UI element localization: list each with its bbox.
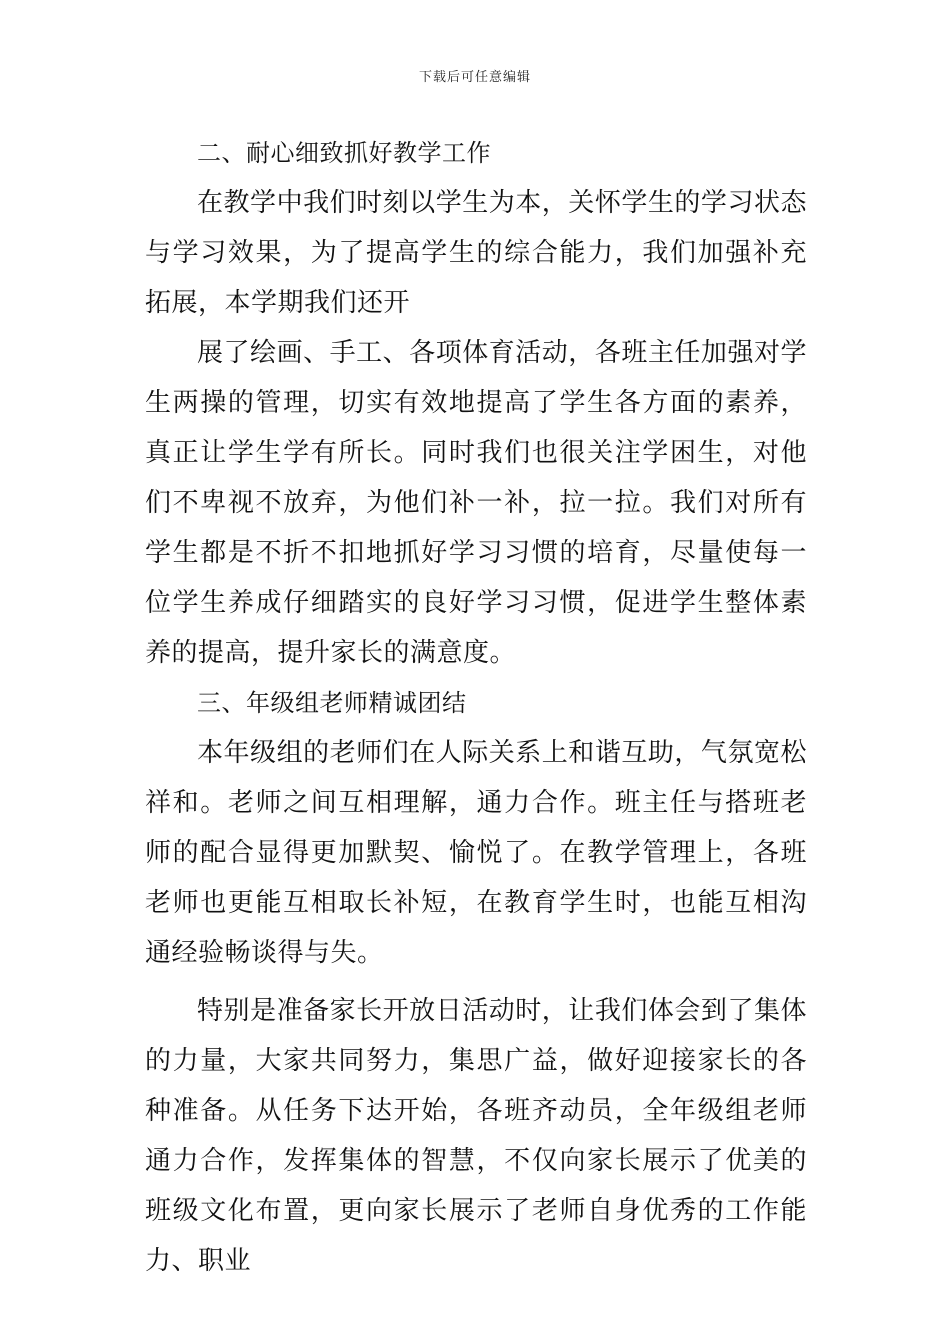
paragraph-2: 展了绘画、手工、各项体育活动，各班主任加强对学生两操的管理，切实有效地提高了学生各方面的素养，真正让学生学有所长。同时我们也很关注学困生，对他们不卑视不放弃，为他们补一补，拉一拉。我们对所有学生都是不折不扣地抓好学习习惯的培育，尽量使每一位学生养成仔细踏实的良好学习习惯，促进学生整体素养的提高，提升家长的满意度。 [145,338,807,668]
document-body [145,128,807,1286]
paragraph-1: 在教学中我们时刻以学生为本，关怀学生的学习状态与学习效果，为了提高学生的综合能力，我们加强补充拓展，本学期我们还开 [145,188,807,318]
section-heading-2: 二、耐心细致抓好教学工作 [197,139,491,167]
paragraph-4: 特别是准备家长开放日活动时，让我们体会到了集体的力量，大家共同努力，集思广益，做好迎接家长的各种准备。从任务下达开始，各班齐动员，全年级组老师通力合作，发挥集体的智慧，不仅向家长展示了优美的班级文化布置，更向家长展示了老师自身优秀的工作能力、职业 [145,996,807,1276]
paragraph-3: 本年级组的老师们在人际关系上和谐互助，气氛宽松祥和。老师之间互相理解，通力合作。班主任与搭班老师的配合显得更加默契、愉悦了。在教学管理上，各班老师也更能互相取长补短，在教育学生时，也能互相沟通经验畅谈得与失。 [145,738,807,968]
section-heading-3: 三、年级组老师精诚团结 [197,689,467,717]
header-note: 下载后可任意编辑 [418,70,531,85]
